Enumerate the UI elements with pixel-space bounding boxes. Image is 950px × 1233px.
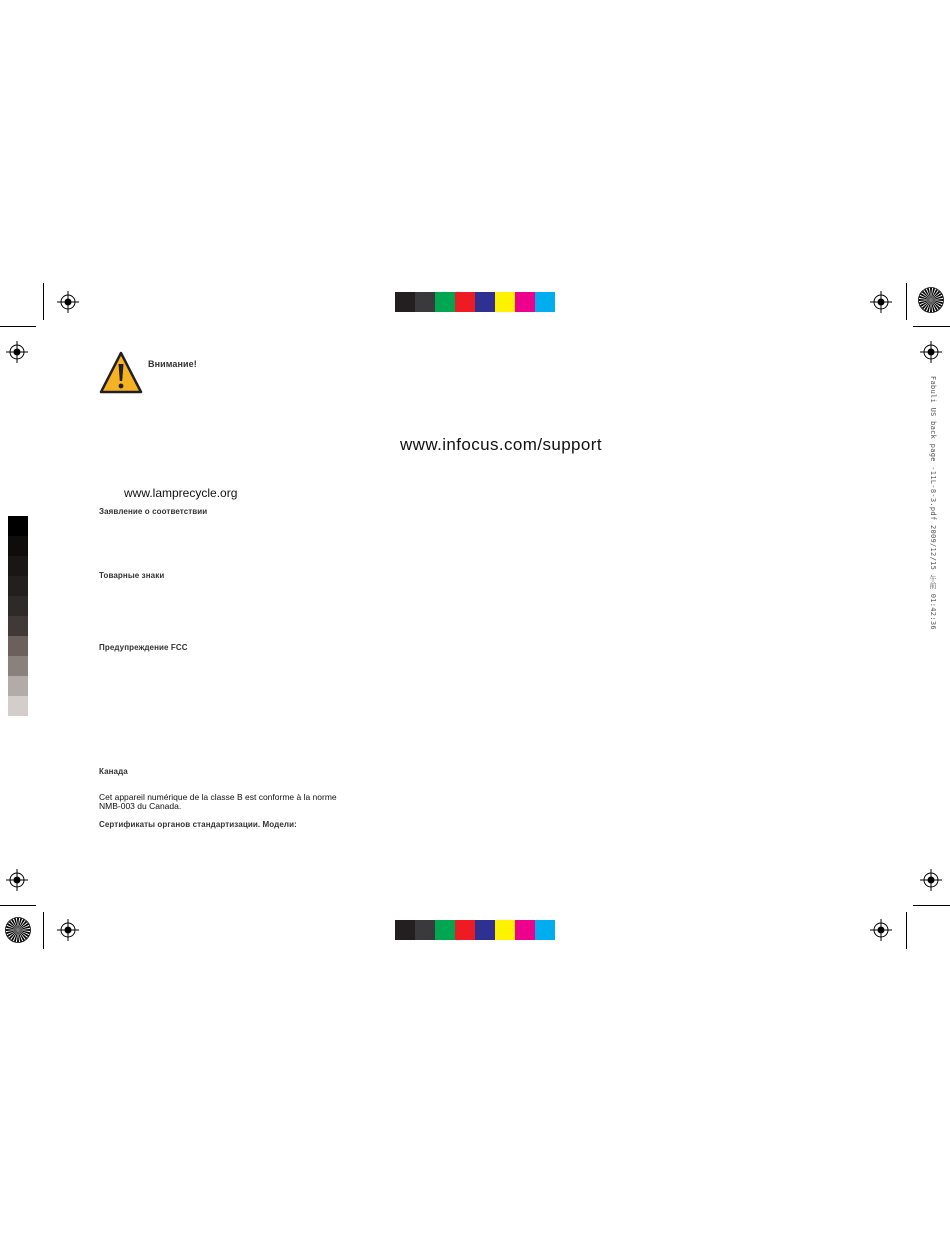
color-swatch	[395, 920, 415, 940]
star-target-icon	[5, 917, 31, 943]
color-swatch	[535, 920, 555, 940]
gray-step	[8, 676, 28, 696]
color-swatch	[515, 920, 535, 940]
canada-text-line-1: Cet appareil numérique de la classe B est conforme à la norme	[99, 792, 337, 802]
crop-mark	[906, 912, 907, 949]
color-swatch	[415, 920, 435, 940]
registration-mark-icon	[57, 291, 79, 313]
canada-text	[99, 793, 337, 811]
crop-mark	[43, 912, 44, 949]
color-swatch	[415, 292, 435, 312]
canada-text-line-2: NMB-003 du Canada.	[99, 801, 182, 811]
registration-mark-icon	[920, 869, 942, 891]
registration-mark-icon	[6, 869, 28, 891]
warning-triangle-icon	[99, 351, 143, 395]
color-swatch	[495, 292, 515, 312]
compliance-heading: Заявление о соответствии	[99, 507, 208, 516]
support-url: www.infocus.com/support	[400, 435, 602, 454]
color-swatch	[515, 292, 535, 312]
gray-step	[8, 556, 28, 576]
registration-mark-icon	[57, 919, 79, 941]
crop-mark	[913, 326, 950, 327]
crop-mark	[0, 905, 36, 906]
gray-step	[8, 536, 28, 556]
registration-mark-icon	[870, 291, 892, 313]
color-swatch	[435, 292, 455, 312]
crop-mark	[906, 283, 907, 320]
color-swatch	[535, 292, 555, 312]
color-bar-bottom	[395, 920, 555, 940]
registration-mark-icon	[920, 341, 942, 363]
gray-step	[8, 516, 28, 536]
gray-step	[8, 576, 28, 596]
color-swatch	[455, 292, 475, 312]
fcc-heading: Предупреждение FCC	[99, 643, 188, 652]
color-swatch	[455, 920, 475, 940]
crop-mark	[0, 326, 36, 327]
crop-mark	[913, 905, 950, 906]
color-swatch	[475, 292, 495, 312]
crop-mark	[43, 283, 44, 320]
gray-step	[8, 636, 28, 656]
color-swatch	[435, 920, 455, 940]
trademarks-heading: Товарные знаки	[99, 571, 165, 580]
lamp-recycle-url: www.lamprecycle.org	[124, 486, 238, 500]
color-bar-top	[395, 292, 555, 312]
registration-mark-icon	[870, 919, 892, 941]
color-swatch	[395, 292, 415, 312]
gray-step	[8, 656, 28, 676]
gray-step	[8, 596, 28, 616]
warning-label: Внимание!	[148, 359, 197, 369]
color-swatch	[475, 920, 495, 940]
star-target-icon	[918, 287, 944, 313]
gray-scale-strip	[8, 516, 28, 716]
certifications-heading: Сертификаты органов стандартизации. Модели:	[99, 820, 297, 829]
canada-heading: Канада	[99, 767, 128, 776]
gray-step	[8, 696, 28, 716]
gray-step	[8, 616, 28, 636]
registration-mark-icon	[6, 341, 28, 363]
color-swatch	[495, 920, 515, 940]
print-info-line: Fabuli US back page -11L-8-3.pdf 2009/12/15 午前 01:42:36	[929, 376, 937, 630]
